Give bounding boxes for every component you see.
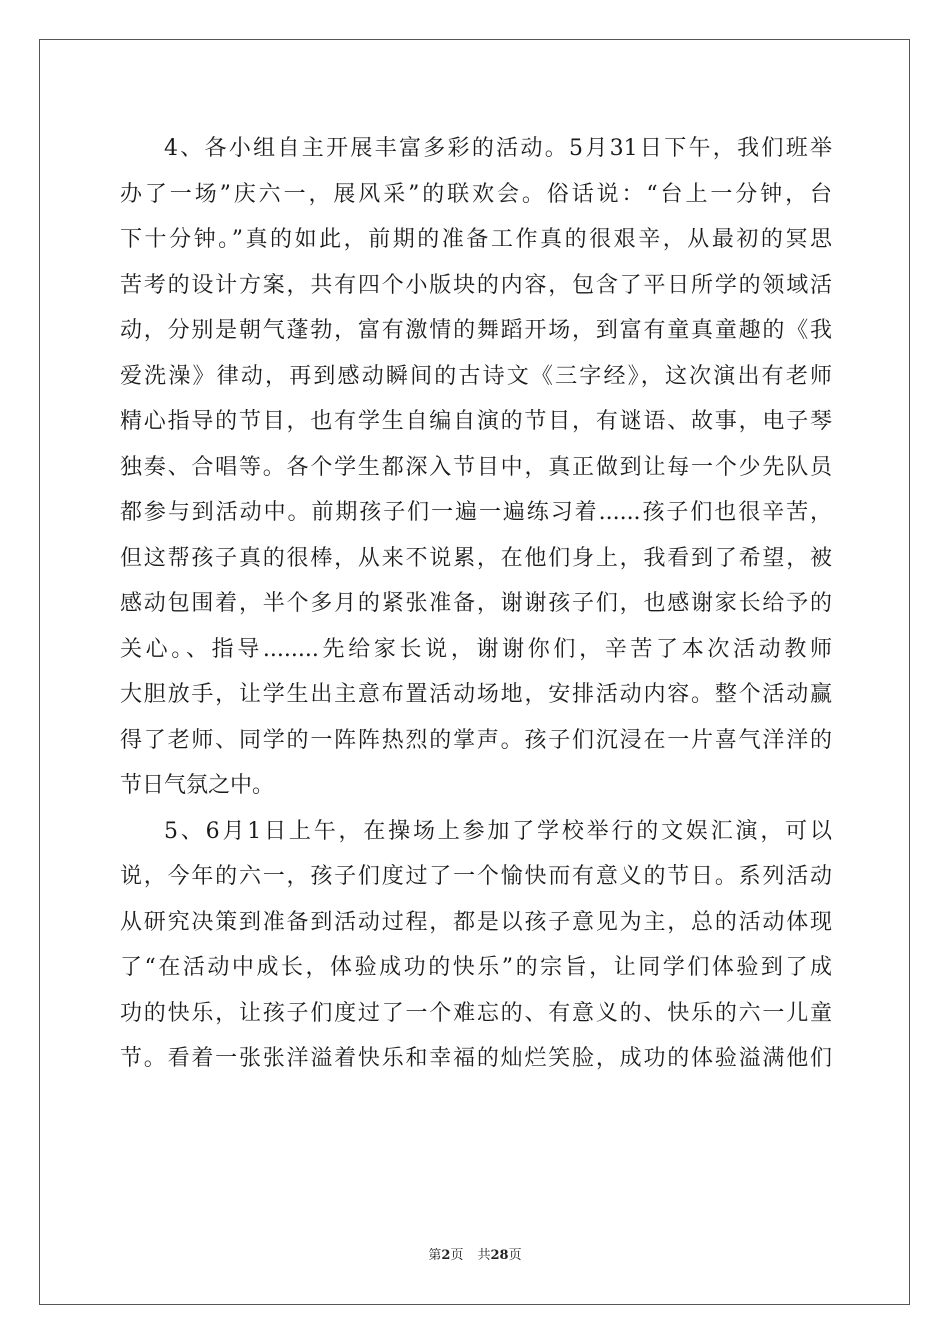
text-line: 关心。、指导........先给家长说，谢谢你们，辛苦了本次活动教师 (120, 636, 832, 662)
text-line: 苦考的设计方案，共有四个小版块的内容，包含了平日所学的领域活 (120, 272, 832, 298)
text-line: 说，今年的六一，孩子们度过了一个愉快而有意义的节日。系列活动 (120, 864, 832, 889)
text-line: 5、6月1日上午，在操场上参加了学校举行的文娱汇演，可以 (164, 818, 832, 844)
paragraph-5 (120, 809, 832, 1082)
footer-prefix: 第 (428, 1248, 442, 1263)
footer-page-suffix: 页 (450, 1248, 464, 1263)
document-body (120, 126, 832, 1082)
total-pages: 28 (490, 1248, 509, 1263)
text-line: 办了一场”庆六一，展风采”的联欢会。俗话说：“台上一分钟，台 (120, 181, 832, 207)
text-line: 精心指导的节目，也有学生自编自演的节目，有谜语、故事，电子琴 (120, 409, 832, 434)
text-line: 了“在活动中成长，体验成功的快乐”的宗旨，让同学们体验到了成 (120, 955, 832, 980)
paragraph-4 (120, 126, 832, 809)
text-line: 下十分钟。”真的如此，前期的准备工作真的很艰辛，从最初的冥思 (120, 227, 832, 252)
text-line: 感动包围着，半个多月的紧张准备，谢谢孩子们，也感谢家长给予的 (120, 591, 832, 616)
text-line: 爱洗澡》律动，再到感动瞬间的古诗文《三字经》，这次演出有老师 (120, 363, 832, 389)
text-line: 从研究决策到准备到活动过程，都是以孩子意见为主，总的活动体现 (120, 909, 832, 935)
text-line: 4、各小组自主开展丰富多彩的活动。5月31日下午，我们班举 (164, 136, 832, 161)
footer-total-suffix: 页 (508, 1248, 522, 1263)
text-line: 都参与到活动中。前期孩子们一遍一遍练习着......孩子们也很辛苦， (120, 500, 832, 525)
text-line: 得了老师、同学的一阵阵热烈的掌声。孩子们沉浸在一片喜气洋洋的 (120, 727, 832, 753)
text-line: 独奏、合唱等。各个学生都深入节目中，真正做到让每一个少先队员 (120, 454, 832, 480)
text-line: 功的快乐，让孩子们度过了一个难忘的、有意义的、快乐的六一儿童 (120, 1000, 832, 1026)
footer-total-prefix: 共 (477, 1248, 491, 1263)
page-number: 2 (441, 1248, 451, 1263)
text-line: 但这帮孩子真的很棒，从来不说累，在他们身上，我看到了希望，被 (120, 545, 832, 571)
text-line: 动，分别是朝气蓬勃，富有激情的舞蹈开场，到富有童真童趣的《我 (120, 318, 832, 343)
text-line: 节日气氛之中。 (120, 773, 275, 798)
page-footer (0, 1247, 950, 1265)
text-line: 节。看着一张张洋溢着快乐和幸福的灿烂笑脸，成功的体验溢满他们 (120, 1046, 832, 1071)
text-line: 大胆放手，让学生出主意布置活动场地，安排活动内容。整个活动赢 (120, 682, 832, 707)
